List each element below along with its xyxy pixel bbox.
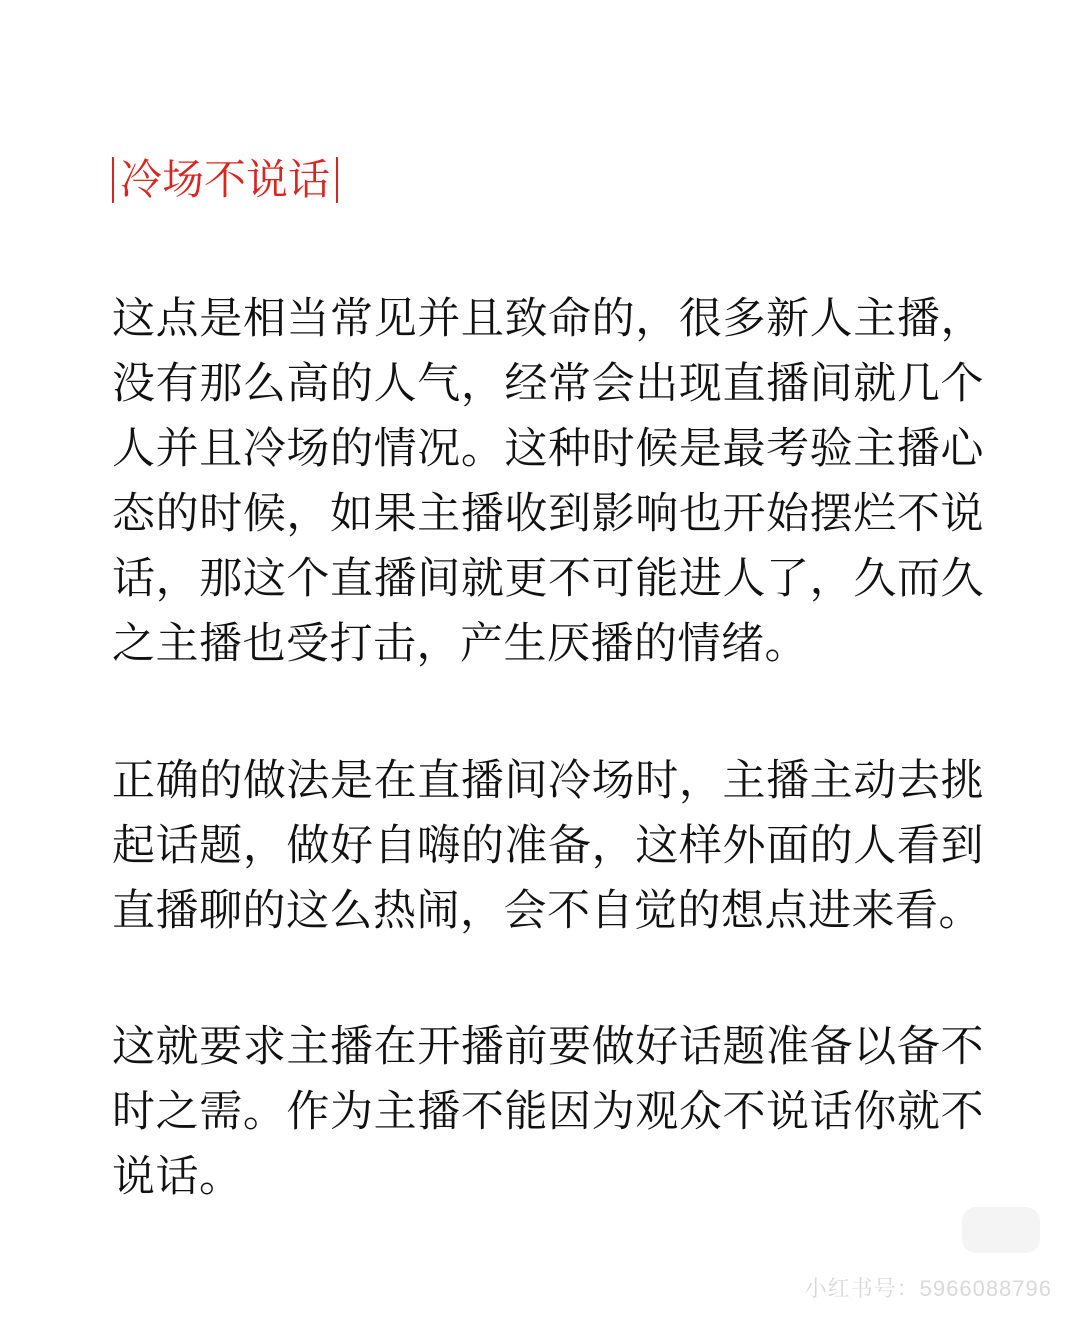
heading-left-bar <box>112 157 114 203</box>
watermark-text: 小红书号：5966088796 <box>804 1276 1052 1301</box>
heading-right-bar <box>336 157 338 203</box>
paragraph-solution: 正确的做法是在直播间冷场时，主播主动去挑起话题，做好自嗨的准备，这样外面的人看到直播聊的这么热闹，会不自觉的想点进来看。 <box>112 756 984 936</box>
heading-text: 冷场不说话 <box>120 155 331 204</box>
paragraph-problem: 这点是相当常见并且致命的，很多新人主播，没有那么高的人气，经常会出现直播间就几个人并且冷场的情况。这种时候是最考验主播心态的时候，如果主播收到影响也开始摆烂不说话，那这个直播间就更不可能进人了，久而久之主播也受打击，产生厌播的情绪。 <box>112 294 984 669</box>
watermark-logo-icon <box>962 1207 1040 1253</box>
section-heading <box>112 150 338 210</box>
paragraph-conclusion: 这就要求主播在开播前要做好话题准备以备不时之需。作为主播不能因为观众不说话你就不说话。 <box>112 1022 984 1202</box>
